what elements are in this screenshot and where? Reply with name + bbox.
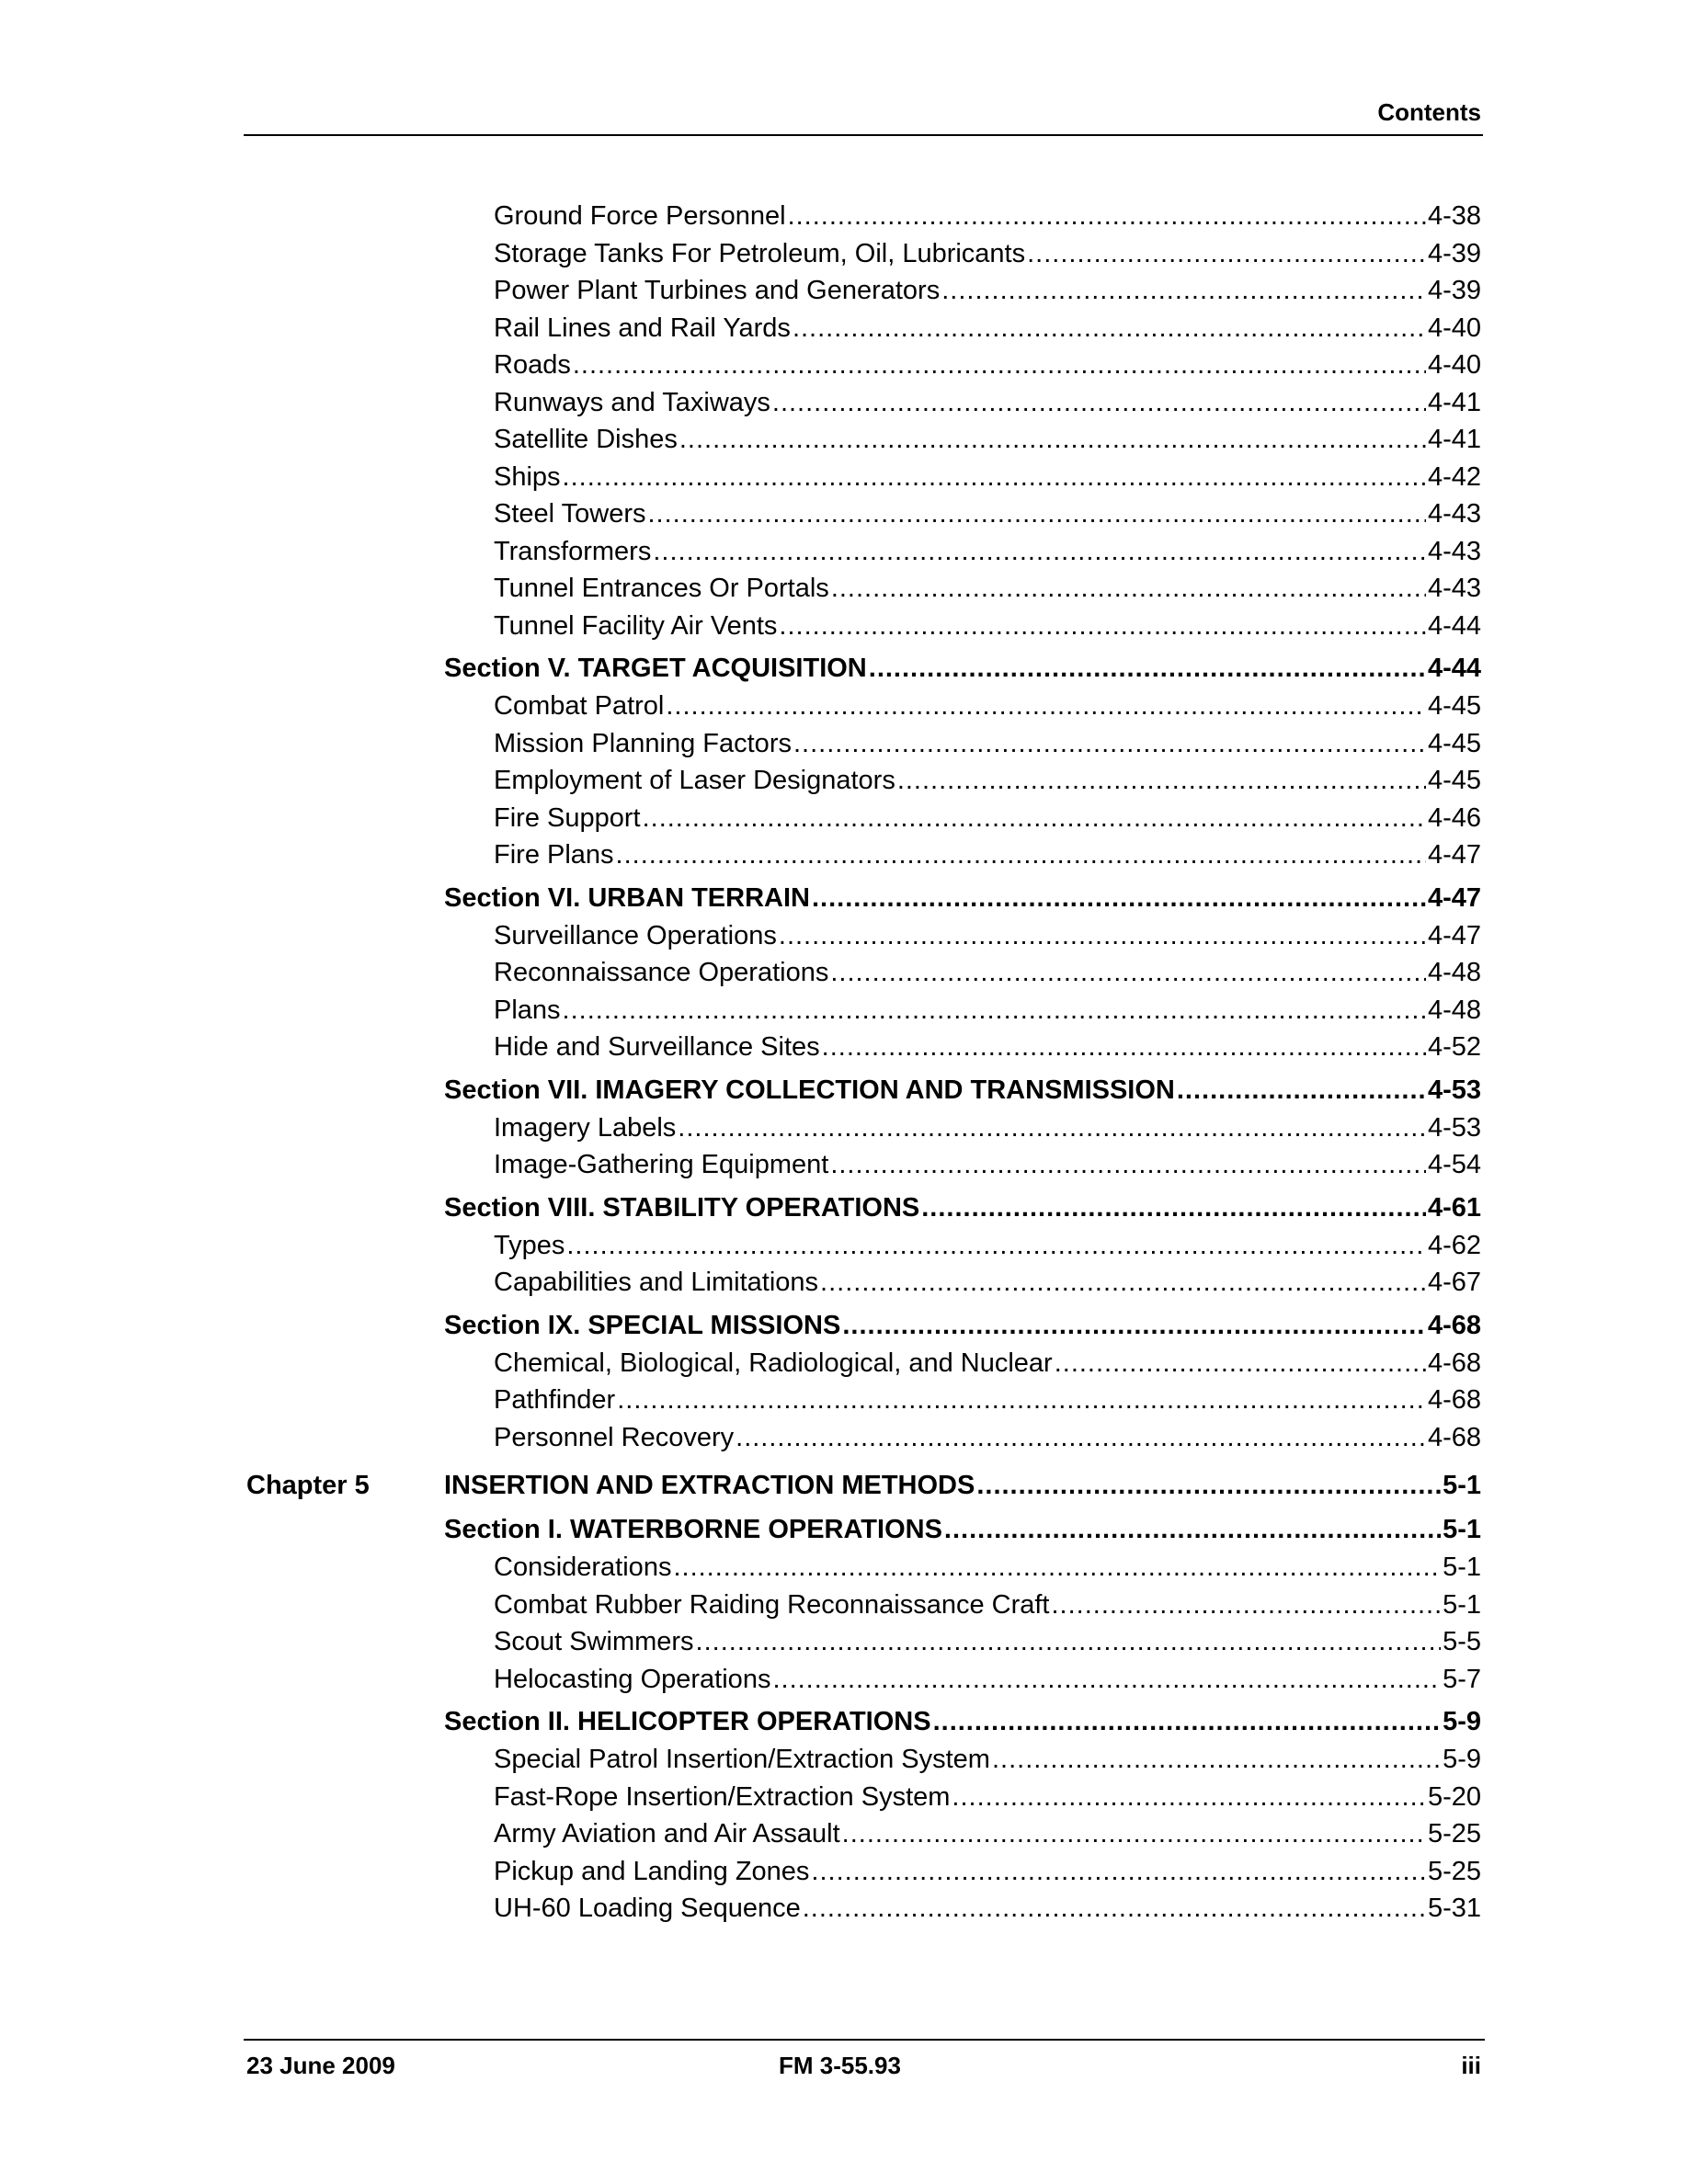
- toc-entry-title: Fast-Rope Insertion/Extraction System: [494, 1781, 951, 1812]
- toc-entry-page: 5-1: [1443, 1515, 1481, 1544]
- toc-entry-section[interactable]: [244, 1703, 1485, 1741]
- toc-entry-page: 5-5: [1443, 1627, 1481, 1656]
- toc-entry-title: Hide and Surveillance Sites: [494, 1032, 820, 1062]
- toc-entry-sub[interactable]: [244, 1890, 1485, 1928]
- toc-entry-title: Rail Lines and Rail Yards: [494, 313, 791, 343]
- toc-entry-page: 5-9: [1443, 1707, 1481, 1736]
- dot-leader: [822, 1029, 1426, 1065]
- dot-leader: [736, 1419, 1426, 1456]
- toc-entry-line: [494, 1623, 1481, 1660]
- toc-entry-sub[interactable]: [244, 762, 1485, 800]
- toc-entry-line: [494, 570, 1481, 607]
- dot-leader: [679, 421, 1426, 458]
- toc-entry-title: Runways and Taxiways: [494, 387, 770, 417]
- toc-entry-line: [494, 992, 1481, 1029]
- toc-entry-sub[interactable]: [244, 836, 1485, 874]
- toc-entry-page: 4-54: [1427, 1150, 1481, 1179]
- dot-leader: [921, 1189, 1426, 1226]
- toc-entry-title: Fire Plans: [494, 840, 614, 870]
- toc-entry-title: Personnel Recovery: [494, 1422, 735, 1452]
- toc-entry-title: Image-Gathering Equipment: [494, 1150, 829, 1179]
- toc-entry-page: 4-38: [1427, 201, 1481, 231]
- toc-entry-title: Section I. WATERBORNE OPERATIONS: [444, 1515, 942, 1544]
- dot-leader: [842, 1307, 1426, 1344]
- toc-entry-line: [444, 1703, 1481, 1740]
- toc-entry-page: 5-20: [1427, 1781, 1481, 1812]
- toc-entry-title: INSERTION AND EXTRACTION METHODS: [444, 1471, 975, 1500]
- toc-entry-sub[interactable]: [244, 235, 1485, 273]
- toc-entry-line: [494, 1853, 1481, 1890]
- toc-entry-line: [494, 421, 1481, 458]
- toc-entry-title: Helocasting Operations: [494, 1664, 771, 1694]
- toc-entry-sub[interactable]: [244, 384, 1485, 422]
- dot-leader: [820, 1264, 1426, 1301]
- toc-entry-line: [494, 762, 1481, 799]
- dot-leader: [933, 1703, 1442, 1740]
- dot-leader: [566, 1227, 1426, 1264]
- page-footer: [244, 2039, 1485, 2077]
- toc-entry-line: [494, 954, 1481, 991]
- toc-entry-line: [494, 1029, 1481, 1065]
- toc-entry-sub[interactable]: [244, 1029, 1485, 1066]
- toc-entry-title: Section VII. IMAGERY COLLECTION AND TRANSMISSION: [444, 1075, 1175, 1105]
- dot-leader: [643, 800, 1426, 836]
- toc-entry-title: Considerations: [494, 1553, 672, 1582]
- toc-entry-sub[interactable]: [244, 688, 1485, 725]
- toc-entry-page: 4-39: [1427, 276, 1481, 305]
- toc-entry-title: Special Patrol Insertion/Extraction System: [494, 1745, 990, 1774]
- toc-entry-line: [444, 1189, 1481, 1226]
- toc-entry-title: Mission Planning Factors: [494, 728, 792, 758]
- toc-entry-line: [494, 1419, 1481, 1456]
- toc-entry-page: 4-48: [1427, 995, 1481, 1025]
- toc-entry-line: [494, 495, 1481, 532]
- toc-entry-title: Section IX. SPECIAL MISSIONS: [444, 1310, 841, 1340]
- toc-entry-page: 4-44: [1427, 654, 1481, 683]
- toc-entry-page: 5-1: [1443, 1553, 1481, 1582]
- toc-entry-title: Transformers: [494, 536, 652, 566]
- toc-entry-title: Surveillance Operations: [494, 920, 777, 950]
- dot-leader: [772, 1661, 1441, 1698]
- toc-entry-page: 4-41: [1427, 425, 1481, 454]
- dot-leader: [897, 762, 1426, 799]
- dot-leader: [803, 1890, 1426, 1927]
- toc-entry-title: Steel Towers: [494, 499, 646, 529]
- toc-entry-page: 4-68: [1427, 1385, 1481, 1415]
- toc-entry-title: Section II. HELICOPTER OPERATIONS: [444, 1707, 931, 1736]
- toc-entry-sub[interactable]: [244, 1109, 1485, 1147]
- toc-entry-line: [494, 272, 1481, 309]
- toc-entry-sub[interactable]: [244, 272, 1485, 310]
- toc-entry-line: [494, 459, 1481, 495]
- toc-entry-sub[interactable]: [244, 1587, 1485, 1624]
- toc-entry-line: [494, 1587, 1481, 1623]
- dot-leader: [673, 1549, 1441, 1586]
- toc-entry-title: Section VIII. STABILITY OPERATIONS: [444, 1192, 920, 1223]
- dot-leader: [1177, 1072, 1426, 1109]
- toc-entry-sub[interactable]: [244, 533, 1485, 571]
- dot-leader: [812, 880, 1426, 916]
- dot-leader: [779, 608, 1426, 644]
- dot-leader: [666, 688, 1426, 724]
- toc-entry-line: [494, 533, 1481, 570]
- toc-entry-title: Army Aviation and Air Assault: [494, 1819, 840, 1848]
- toc-entry-sub[interactable]: [244, 310, 1485, 347]
- dot-leader: [941, 272, 1426, 309]
- toc-entry-title: Fire Support: [494, 802, 641, 833]
- toc-entry-page: 4-43: [1427, 499, 1481, 529]
- toc-entry-sub[interactable]: [244, 725, 1485, 763]
- toc-entry-sub[interactable]: [244, 1549, 1485, 1587]
- toc-entry-line: [494, 1779, 1481, 1815]
- toc-entry-line: [494, 1815, 1481, 1852]
- toc-entry-line: [494, 836, 1481, 873]
- footer-page-number: iii: [1461, 2052, 1481, 2079]
- dot-leader: [653, 533, 1426, 570]
- toc-entry-title: Tunnel Facility Air Vents: [494, 610, 778, 641]
- toc-entry-page: 4-47: [1427, 920, 1481, 950]
- toc-entry-line: [494, 1264, 1481, 1301]
- toc-entry-page: 4-53: [1427, 1112, 1481, 1143]
- toc-entry-page: 4-46: [1427, 802, 1481, 833]
- toc-entry-title: Tunnel Entrances Or Portals: [494, 574, 829, 603]
- toc-entry-title: Capabilities and Limitations: [494, 1268, 819, 1297]
- toc-entry-line: [444, 650, 1481, 687]
- toc-entry-page: 4-45: [1427, 691, 1481, 721]
- toc-entry-page: 4-67: [1427, 1268, 1481, 1297]
- toc-entry-title: Satellite Dishes: [494, 425, 678, 454]
- dot-leader: [779, 917, 1426, 954]
- dot-leader: [678, 1109, 1426, 1146]
- toc-entry-page: 4-52: [1427, 1032, 1481, 1062]
- toc-entry-page: 4-47: [1427, 840, 1481, 870]
- toc-entry-page: 5-1: [1443, 1589, 1481, 1620]
- dot-leader: [648, 495, 1426, 532]
- toc-entry-line: [494, 1146, 1481, 1183]
- toc-entry-title: Combat Rubber Raiding Reconnaissance Craft: [494, 1589, 1050, 1620]
- dot-leader: [811, 1853, 1426, 1890]
- footer-document-number: FM 3-55.93: [779, 2052, 901, 2079]
- toc-entry-title: Types: [494, 1230, 565, 1260]
- dot-leader: [830, 1146, 1426, 1183]
- dot-leader: [842, 1815, 1426, 1852]
- toc-entry-sub[interactable]: [244, 1345, 1485, 1382]
- dot-leader: [976, 1467, 1441, 1504]
- toc-entry-title: Ships: [494, 461, 561, 492]
- toc-entry-sub[interactable]: [244, 1264, 1485, 1302]
- toc-entry-page: 4-43: [1427, 574, 1481, 603]
- toc-entry-page: 4-45: [1427, 728, 1481, 758]
- toc-entry-section[interactable]: [244, 1511, 1485, 1549]
- toc-entry-title: Section V. TARGET ACQUISITION: [444, 654, 867, 683]
- toc-entry-sub[interactable]: [244, 1661, 1485, 1699]
- toc-entry-line: [494, 1661, 1481, 1698]
- page-header: [244, 97, 1483, 136]
- toc-entry-title: Chemical, Biological, Radiological, and Nuclear: [494, 1348, 1053, 1378]
- toc-entry-sub[interactable]: [244, 570, 1485, 608]
- dot-leader: [573, 347, 1426, 383]
- toc-entry-page: 5-31: [1427, 1894, 1481, 1923]
- toc-entry-sub[interactable]: [244, 1741, 1485, 1779]
- toc-entry-line: [444, 1467, 1481, 1504]
- toc-entry-line: [444, 1307, 1481, 1344]
- toc-entry-sub[interactable]: [244, 1623, 1485, 1661]
- toc-entry-title: Combat Patrol: [494, 691, 665, 721]
- toc-entry-line: [494, 1382, 1481, 1418]
- toc-entry-section[interactable]: [244, 880, 1485, 917]
- toc-entry-page: 4-44: [1427, 610, 1481, 641]
- toc-entry-page: 4-47: [1427, 882, 1481, 913]
- toc-entry-line: [494, 198, 1481, 234]
- toc-entry-sub[interactable]: [244, 1853, 1485, 1891]
- dot-leader: [869, 650, 1426, 687]
- toc-entry-page: 5-25: [1427, 1819, 1481, 1848]
- toc-entry-sub[interactable]: [244, 421, 1485, 459]
- toc-entry-title: Storage Tanks For Petroleum, Oil, Lubricants: [494, 238, 1026, 268]
- toc-entry-section[interactable]: [244, 1072, 1485, 1109]
- toc-entry-line: [494, 347, 1481, 383]
- toc-entry-sub[interactable]: [244, 1419, 1485, 1457]
- toc-entry-sub[interactable]: [244, 198, 1485, 235]
- toc-entry-title: Imagery Labels: [494, 1112, 677, 1143]
- toc-entry-page: 4-68: [1427, 1310, 1481, 1340]
- toc-entry-section[interactable]: [244, 1189, 1485, 1227]
- toc-entry-title: Ground Force Personnel: [494, 201, 786, 231]
- toc-entry-page: 4-61: [1427, 1192, 1481, 1223]
- toc-entry-section[interactable]: [244, 1307, 1485, 1345]
- toc-entry-page: 5-9: [1443, 1745, 1481, 1774]
- dot-leader: [617, 1382, 1426, 1418]
- toc-entry-sub[interactable]: [244, 1815, 1485, 1853]
- table-of-contents: [244, 198, 1485, 1928]
- dot-leader: [1055, 1345, 1426, 1382]
- toc-entry-page: 4-40: [1427, 350, 1481, 380]
- toc-entry-page: 5-25: [1427, 1856, 1481, 1886]
- toc-entry-page: 4-45: [1427, 766, 1481, 795]
- dot-leader: [1027, 235, 1426, 272]
- toc-entry-line: [494, 1741, 1481, 1778]
- toc-entry-sub[interactable]: [244, 1146, 1485, 1184]
- toc-entry-title: Scout Swimmers: [494, 1627, 694, 1656]
- header-title: Contents: [1377, 98, 1481, 126]
- toc-entry-line: [444, 1072, 1481, 1109]
- toc-entry-page: 5-7: [1443, 1664, 1481, 1694]
- toc-entry-line: [494, 1227, 1481, 1264]
- toc-entry-line: [494, 310, 1481, 347]
- toc-entry-page: 4-68: [1427, 1422, 1481, 1452]
- dot-leader: [831, 570, 1426, 607]
- toc-entry-line: [494, 917, 1481, 954]
- toc-entry-page: 5-1: [1443, 1471, 1481, 1500]
- toc-entry-page: 4-43: [1427, 536, 1481, 566]
- toc-entry-sub[interactable]: [244, 347, 1485, 384]
- dot-leader: [616, 836, 1426, 873]
- toc-entry-page: 4-40: [1427, 313, 1481, 343]
- toc-entry-sub[interactable]: [244, 800, 1485, 837]
- dot-leader: [696, 1623, 1442, 1660]
- toc-entry-line: [494, 800, 1481, 836]
- toc-entry-chapter[interactable]: [244, 1467, 1485, 1506]
- toc-entry-page: 4-62: [1427, 1230, 1481, 1260]
- toc-entry-line: [444, 880, 1481, 916]
- toc-entry-line: [494, 1890, 1481, 1927]
- toc-entry-sub[interactable]: [244, 495, 1485, 533]
- toc-entry-sub[interactable]: [244, 992, 1485, 1029]
- toc-entry-page: 4-39: [1427, 238, 1481, 268]
- toc-entry-sub[interactable]: [244, 1227, 1485, 1265]
- dot-leader: [1051, 1587, 1441, 1623]
- toc-entry-sub[interactable]: [244, 1779, 1485, 1816]
- toc-entry-title: Pickup and Landing Zones: [494, 1856, 810, 1886]
- dot-leader: [793, 725, 1426, 762]
- toc-entry-line: [494, 688, 1481, 724]
- toc-entry-title: Section VI. URBAN TERRAIN: [444, 882, 810, 913]
- toc-entry-title: UH-60 Loading Sequence: [494, 1894, 801, 1923]
- toc-entry-title: Roads: [494, 350, 571, 380]
- dot-leader: [772, 384, 1426, 421]
- dot-leader: [793, 310, 1426, 347]
- toc-entry-line: [494, 1345, 1481, 1382]
- toc-entry-title: Pathfinder: [494, 1385, 616, 1415]
- dot-leader: [952, 1779, 1426, 1815]
- toc-entry-title: Employment of Laser Designators: [494, 766, 895, 795]
- dot-leader: [830, 954, 1426, 991]
- toc-entry-page: 4-42: [1427, 461, 1481, 492]
- toc-entry-page: 4-68: [1427, 1348, 1481, 1378]
- toc-entry-sub[interactable]: [244, 917, 1485, 955]
- toc-entry-line: [494, 608, 1481, 644]
- toc-entry-line: [494, 1549, 1481, 1586]
- toc-entry-title: Plans: [494, 995, 561, 1025]
- dot-leader: [992, 1741, 1441, 1778]
- toc-entry-line: [494, 725, 1481, 762]
- toc-entry-sub[interactable]: [244, 608, 1485, 645]
- toc-entry-line: [444, 1511, 1481, 1548]
- toc-entry-sub[interactable]: [244, 1382, 1485, 1419]
- toc-entry-sub[interactable]: [244, 954, 1485, 992]
- toc-entry-page: 4-41: [1427, 387, 1481, 417]
- toc-entry-page: 4-53: [1427, 1075, 1481, 1105]
- toc-entry-page: 4-48: [1427, 958, 1481, 987]
- footer-date: 23 June 2009: [246, 2052, 395, 2079]
- dot-leader: [788, 198, 1426, 234]
- toc-entry-title: Reconnaissance Operations: [494, 958, 829, 987]
- dot-leader: [944, 1511, 1441, 1548]
- toc-entry-sub[interactable]: [244, 459, 1485, 496]
- toc-entry-line: [494, 235, 1481, 272]
- toc-entry-title: Power Plant Turbines and Generators: [494, 276, 941, 305]
- toc-entry-section[interactable]: [244, 650, 1485, 688]
- dot-leader: [563, 992, 1426, 1029]
- toc-entry-line: [494, 384, 1481, 421]
- toc-entry-line: [494, 1109, 1481, 1146]
- chapter-label: Chapter 5: [246, 1471, 370, 1500]
- dot-leader: [563, 459, 1426, 495]
